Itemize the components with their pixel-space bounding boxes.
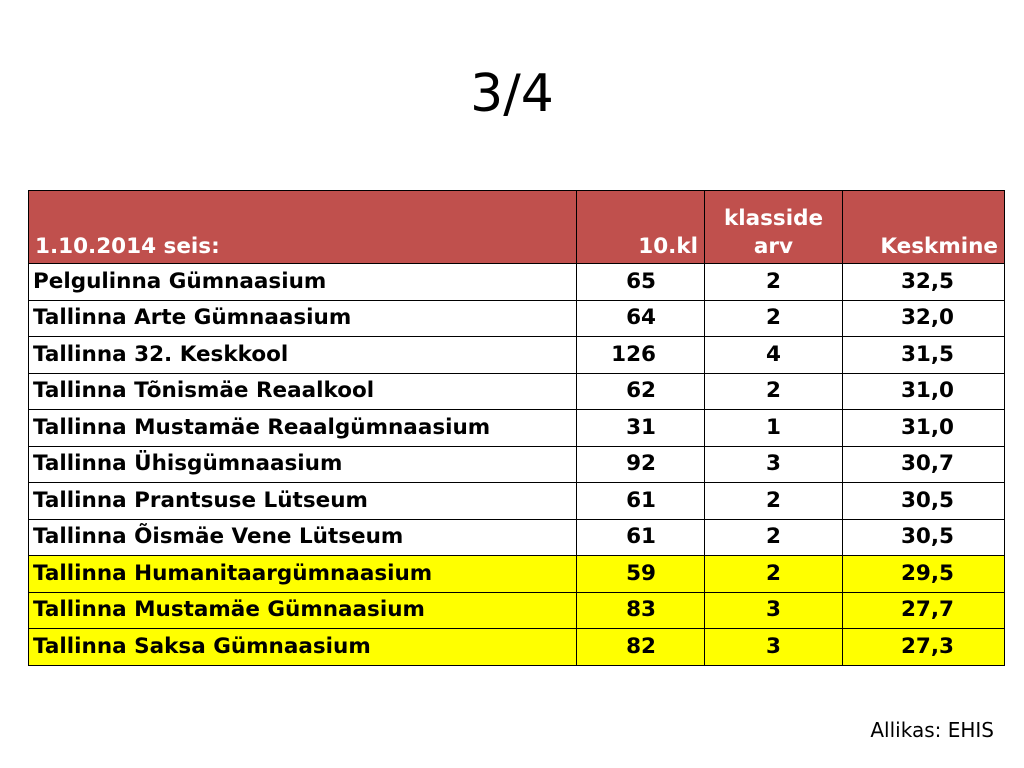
table-row (29, 264, 1005, 301)
school-name-cell: Tallinna Saksa Gümnaasium (29, 629, 577, 666)
grade10-cell: 65 (577, 264, 705, 301)
school-name-cell: Tallinna Mustamäe Reaalgümnaasium (29, 410, 577, 447)
average-cell: 29,5 (843, 556, 1005, 593)
grade10-cell: 92 (577, 446, 705, 483)
source-note: Allikas: EHIS (870, 718, 994, 742)
grade10-cell: 61 (577, 519, 705, 556)
classes-cell: 4 (705, 337, 843, 374)
classes-cell: 2 (705, 556, 843, 593)
table-row (29, 592, 1005, 629)
classes-cell: 2 (705, 300, 843, 337)
header-grade10: 10.kl (577, 191, 705, 264)
classes-cell: 1 (705, 410, 843, 447)
school-name-cell: Tallinna Mustamäe Gümnaasium (29, 592, 577, 629)
average-cell: 27,3 (843, 629, 1005, 666)
classes-cell: 3 (705, 446, 843, 483)
header-classes-line1: klasside (723, 206, 824, 231)
classes-cell: 3 (705, 629, 843, 666)
average-cell: 27,7 (843, 592, 1005, 629)
table-row (29, 373, 1005, 410)
header-date: 1.10.2014 seis: (29, 191, 577, 264)
grade10-cell: 83 (577, 592, 705, 629)
school-name-cell: Tallinna Tõnismäe Reaalkool (29, 373, 577, 410)
average-cell: 31,5 (843, 337, 1005, 374)
classes-cell: 2 (705, 519, 843, 556)
school-name-cell: Tallinna Humanitaargümnaasium (29, 556, 577, 593)
table-row (29, 629, 1005, 666)
school-name-cell: Pelgulinna Gümnaasium (29, 264, 577, 301)
school-name-cell: Tallinna 32. Keskkool (29, 337, 577, 374)
school-name-cell: Tallinna Õismäe Vene Lütseum (29, 519, 577, 556)
school-name-cell: Tallinna Ühisgümnaasium (29, 446, 577, 483)
header-row (29, 191, 1005, 264)
grade10-cell: 59 (577, 556, 705, 593)
table-row (29, 483, 1005, 520)
average-cell: 30,5 (843, 519, 1005, 556)
header-classes-line2: arv (753, 234, 794, 259)
table-row (29, 519, 1005, 556)
average-cell: 31,0 (843, 410, 1005, 447)
school-name-cell: Tallinna Prantsuse Lütseum (29, 483, 577, 520)
grade10-cell: 126 (577, 337, 705, 374)
table-row (29, 556, 1005, 593)
schools-table (28, 190, 1005, 666)
average-cell: 30,7 (843, 446, 1005, 483)
school-name-cell: Tallinna Arte Gümnaasium (29, 300, 577, 337)
table-row (29, 300, 1005, 337)
table-row (29, 446, 1005, 483)
header-classes (705, 191, 843, 264)
grade10-cell: 31 (577, 410, 705, 447)
table-row (29, 337, 1005, 374)
classes-cell: 2 (705, 373, 843, 410)
average-cell: 32,5 (843, 264, 1005, 301)
classes-cell: 2 (705, 483, 843, 520)
table-row (29, 410, 1005, 447)
header-average: Keskmine (843, 191, 1005, 264)
grade10-cell: 61 (577, 483, 705, 520)
grade10-cell: 62 (577, 373, 705, 410)
classes-cell: 2 (705, 264, 843, 301)
grade10-cell: 64 (577, 300, 705, 337)
grade10-cell: 82 (577, 629, 705, 666)
average-cell: 32,0 (843, 300, 1005, 337)
average-cell: 31,0 (843, 373, 1005, 410)
slide-title: 3/4 (470, 64, 554, 124)
classes-cell: 3 (705, 592, 843, 629)
table-body (29, 264, 1005, 666)
table-header (29, 191, 1005, 264)
average-cell: 30,5 (843, 483, 1005, 520)
